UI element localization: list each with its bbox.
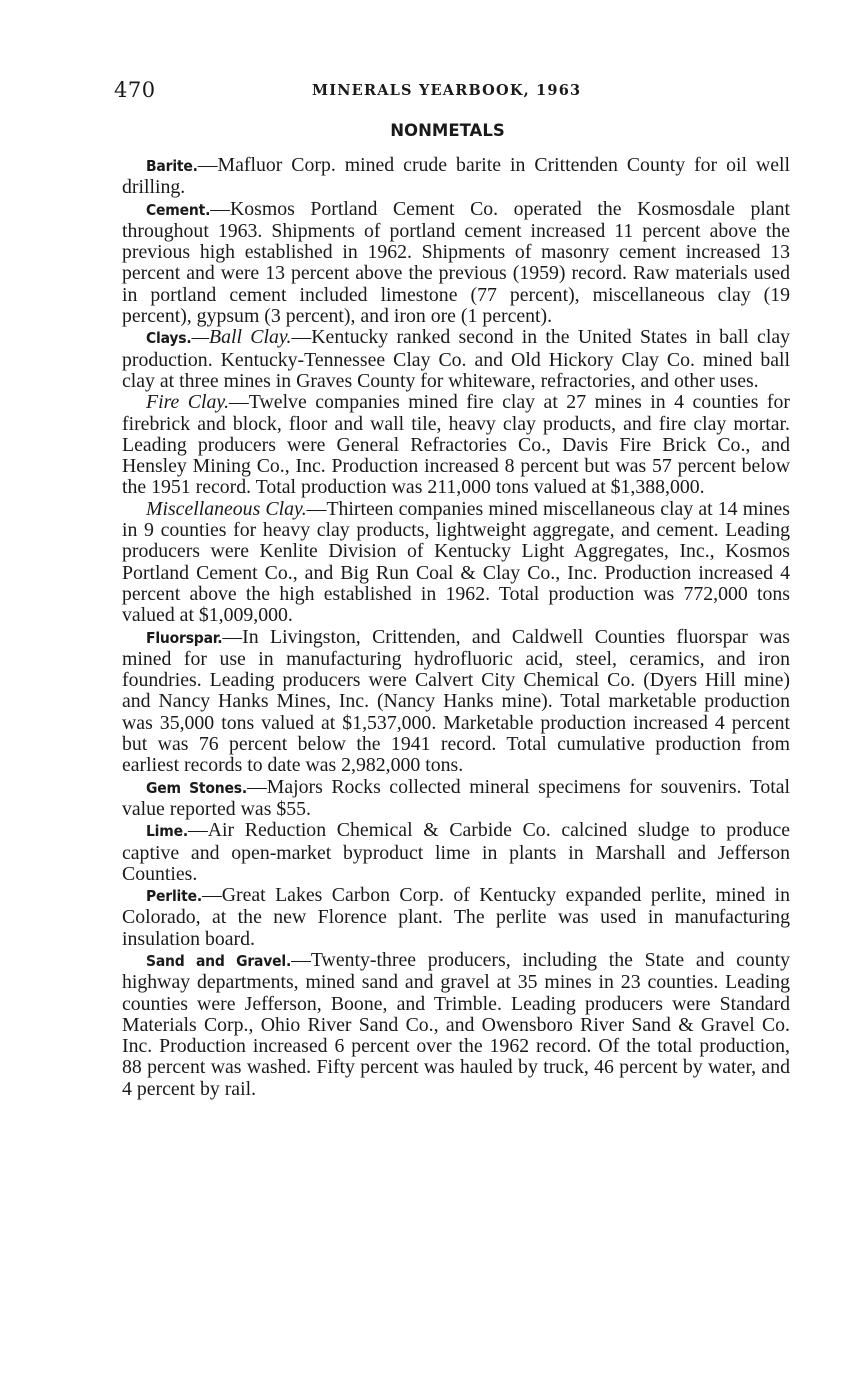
paragraph-gem-stones	[122, 777, 790, 821]
paragraph-lead: Barite.	[146, 157, 198, 175]
paragraph-text: —Majors Rocks collected mineral specimens for souvenirs. Total value reported was $55.	[122, 775, 791, 820]
paragraph-lead: Fluorspar.	[146, 628, 223, 647]
paragraph-fire-clay	[122, 392, 790, 498]
paragraph-sublead: —Ball Clay.	[191, 326, 292, 349]
paragraph-text: —Kentucky ranked second in the United States in ball clay production. Kentucky-Tennessee Clay Co. and Old Hickory Clay Co. mined ball clay at three mines in Graves County for whiteware, refractories, and other uses.	[122, 326, 791, 392]
paragraph-miscellaneous-clay	[122, 499, 790, 627]
paragraph-text: —Kosmos Portland Cement Co. operated the Kosmosdale plant throughout 1963. Shipments of portland cement increased 11 percent above the previous high established in 1962. Shipments of masonry cement increased 13 percent and were 13 percent above the previous (1959) record. Raw materials used in portland cement included limestone (77 percent), miscellaneous clay (19 percent), gypsum (3 percent), and iron ore (1 percent).	[122, 197, 790, 328]
section-heading: NONMETALS	[390, 121, 505, 140]
paragraph-text: —Thirteen companies mined miscellaneous clay at 14 mines in 9 counties for heavy clay products, lightweight aggregate, and cement. Leading producers were Kenlite Division of Kentucky Light Aggregates, Inc., Kosmos Portland Cement Co., and Big Run Coal & Clay Co., Inc. Production increased 4 percent above the high established in 1962. Total production was 772,000 tons valued at $1,009,000.	[122, 497, 790, 627]
paragraph-lead: Clays.	[146, 329, 192, 348]
paragraph-lead: Gem Stones.	[146, 778, 247, 797]
paragraph-text: —Great Lakes Carbon Corp. of Kentucky expanded perlite, mined in Colorado, at the new Florence plant. The perlite was used in manufacturing insulation board.	[122, 884, 790, 950]
body-text	[122, 155, 790, 1100]
paragraph-text: —Air Reduction Chemical & Carbide Co. calcined sludge to produce captive and open-market byproduct lime in plants in Marshall and Jefferson Counties.	[122, 819, 790, 885]
paragraph-cement	[122, 199, 790, 328]
paragraph-sublead: Miscellaneous Clay.	[146, 497, 307, 520]
paragraph-lead: Cement.	[146, 200, 211, 219]
paragraph-text: —In Livingston, Crittenden, and Caldwell Counties fluorspar was mined for use in manufacturing hydrofluoric acid, steel, ceramics, and iron foundries. Leading producers were Calvert City Chemical Co. (Dyers Hill mine) and Nancy Hanks Mines, Inc. (Nancy Hanks mine). Total marketable production was 35,000 tons valued at $1,537,000. Marketable production increased 4 percent but was 76 percent below the 1941 record. Total cumulative production from earliest records to date was 2,982,000 tons.	[122, 625, 790, 777]
book-title: MINERALS YEARBOOK, 1963	[312, 82, 582, 99]
paragraph-lead: Lime.	[146, 822, 188, 841]
page-number: 470	[114, 78, 156, 102]
paragraph-fluorspar	[122, 627, 790, 777]
paragraph-lead: Sand and Gravel.	[146, 951, 292, 970]
paragraph-barite	[122, 155, 790, 199]
paragraph-text: —Twelve companies mined fire clay at 27 mines in 4 counties for firebrick and block, floor and wall tile, heavy clay products, and fire clay mortar. Leading producers were General Refractories Co., Davis Fire Brick Co., and Hensley Mining Co., Inc. Production increased 8 percent but was 57 percent below the 1951 record. Total production was 211,000 tons valued at $1,388,000.	[122, 391, 790, 499]
paragraph-text: —Twenty-three producers, including the State and county highway departments, mined sand and gravel at 35 mines in 23 counties. Leading counties were Jefferson, Boone, and Trimble. Leading producers were Standard Materials Corp., Ohio River Sand Co., and Owensboro River Sand & Gravel Co. Inc. Production increased 6 percent over the 1962 record. Of the total production, 88 percent was washed. Fifty percent was hauled by truck, 46 percent by water, and 4 percent by rail.	[122, 948, 790, 1100]
paragraph-lead: Perlite.	[146, 887, 202, 906]
paragraph-clays-ball-clay	[122, 327, 790, 392]
paragraph-text: —Mafluor Corp. mined crude barite in Crittenden County for oil well drilling.	[122, 154, 790, 199]
paragraph-lime	[122, 820, 790, 885]
paragraph-sublead: Fire Clay.	[146, 391, 230, 414]
paragraph-sand-and-gravel	[122, 950, 790, 1100]
running-head	[114, 78, 784, 104]
paragraph-perlite	[122, 885, 790, 950]
